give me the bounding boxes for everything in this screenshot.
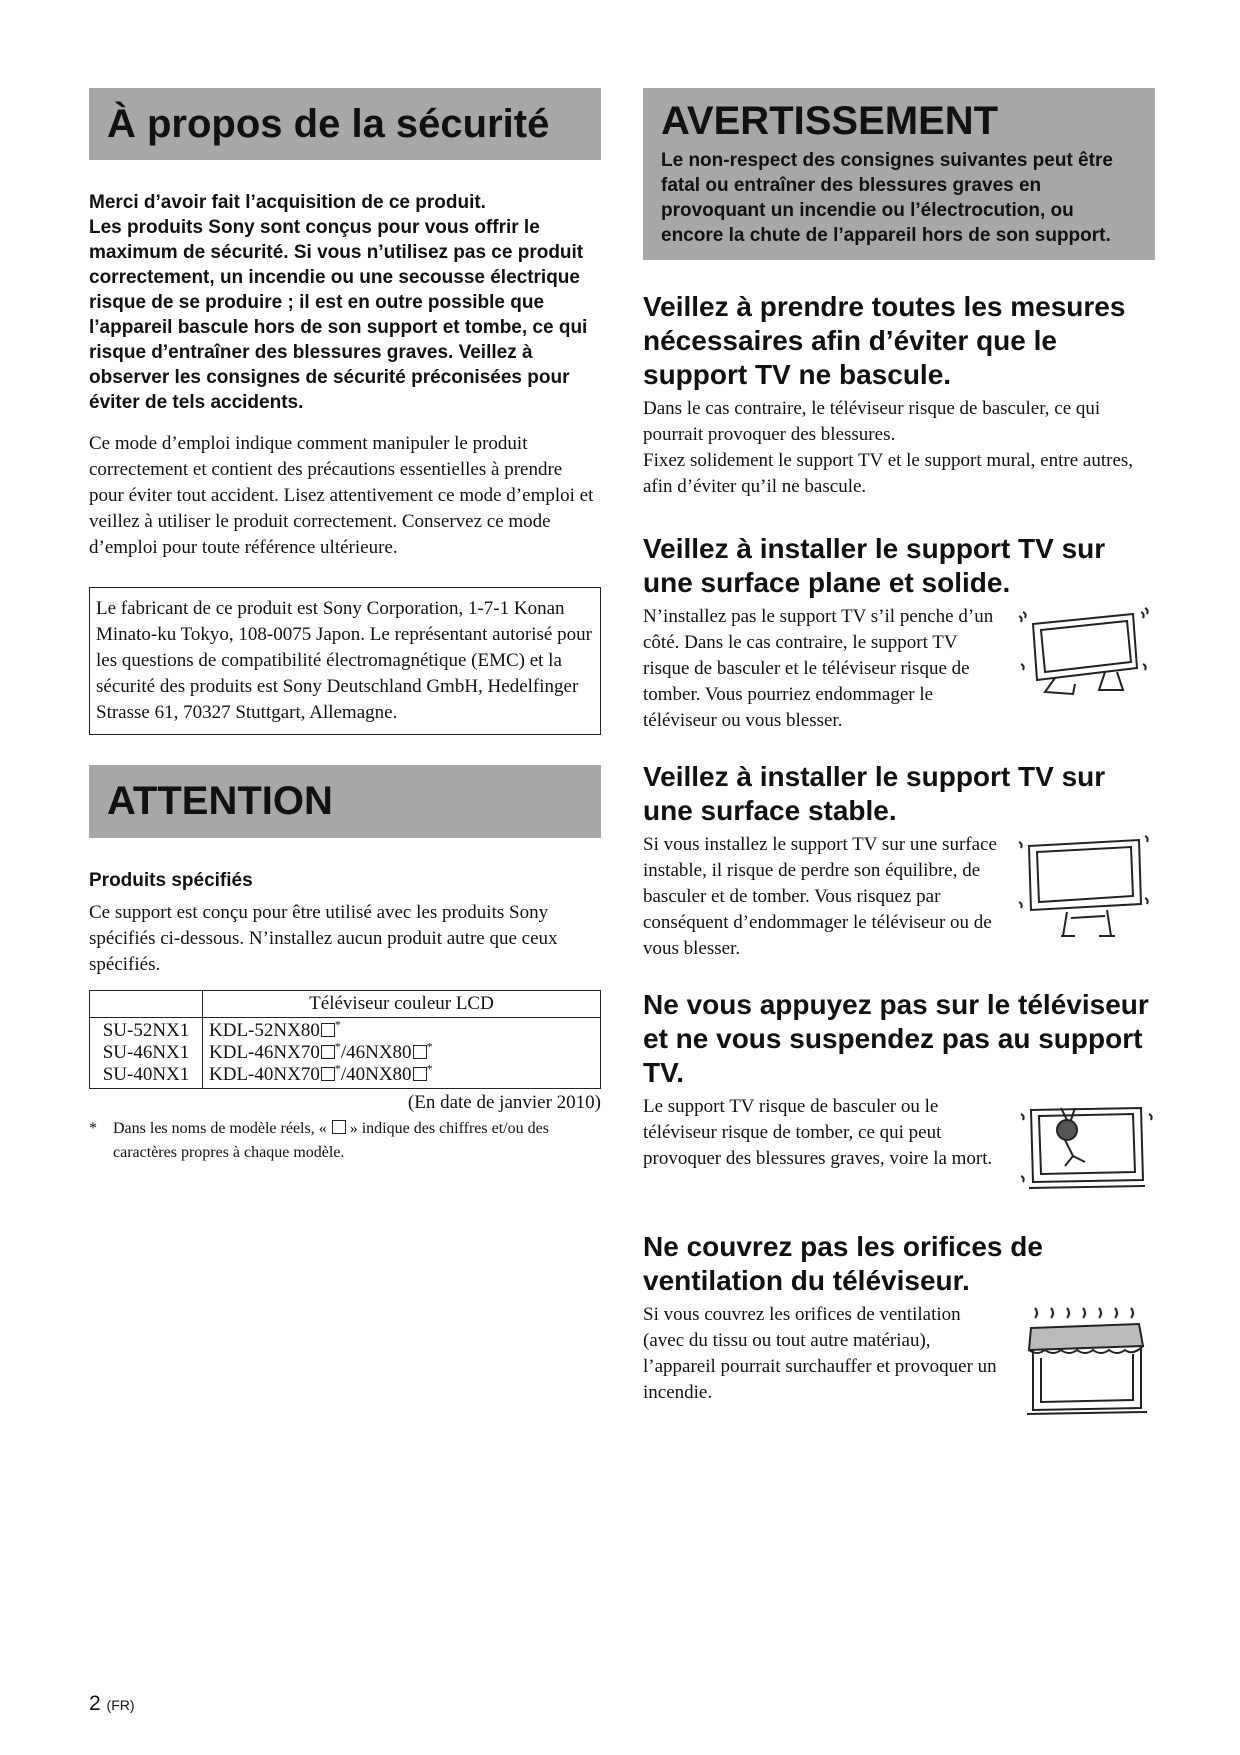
intro-text: Ce mode d’emploi indique comment manipuler le produit correctement et contient des précautions essentielles à prendre pour éviter tout accident. Lisez attentivement ce mode d’emploi et veillez à utiliser le produit correctement. Conservez ce mode d’emploi pour toute référence ultérieure. — [89, 433, 594, 558]
square-placeholder-icon — [332, 1120, 346, 1134]
section-title: Ne couvrez pas les orifices de ventilation du téléviseur. — [643, 1231, 1043, 1296]
page-number-value: 2 — [89, 1692, 101, 1715]
products-heading: Produits spécifiés — [89, 870, 253, 891]
tv-model-row — [209, 1039, 594, 1064]
tv-model: KDL-40NX70 — [209, 1064, 320, 1085]
child-hanging-on-tv-illustration-icon — [1015, 1094, 1155, 1204]
covered-vents-illustration-icon — [1015, 1302, 1155, 1422]
section-text: Dans le cas contraire, le téléviseur risque de basculer, ce qui pourrait provoquer des blessures. Fixez solidement le support TV et le support mural, entre autres, afin d’éviter qu’il ne bascule. — [643, 398, 1134, 497]
footnote-marker: * — [89, 1120, 97, 1137]
square-placeholder-icon — [321, 1023, 335, 1037]
page-number — [89, 1692, 135, 1716]
section-stable-surface — [643, 760, 1155, 962]
model-name: SU-46NX1 — [102, 1042, 190, 1063]
asterisk: * — [334, 1061, 341, 1076]
section-text: Si vous installez le support TV sur une surface instable, il risque de perdre son équilibre, de basculer et de tomber. Vous risquez par conséquent d’endommager le téléviseur ou de vous blesser. — [643, 834, 997, 959]
section-text: Le support TV risque de basculer ou le téléviseur risque de tomber, ce qui peut provoquer des blessures graves, voire la mort. — [643, 1096, 993, 1169]
square-placeholder-icon — [413, 1067, 427, 1081]
asterisk: * — [426, 1039, 433, 1054]
warning-title: AVERTISSEMENT — [661, 99, 999, 143]
asterisk: * — [426, 1061, 433, 1076]
intro-bold-text: Merci d’avoir fait l’acquisition de ce produit. Les produits Sony sont conçus pour vous offrir le maximum de sécurité. Si vous n’utilisez pas ce produit correctement, un incendie ou une secousse électrique risque de se produire ; il est en outre possible que l’appareil bascule hors de son support et tombe, ce qui risque d’entraîner des blessures graves. Veillez à observer les consignes de sécurité préconisées pour éviter de tels accidents. — [89, 192, 588, 413]
model-name: SU-40NX1 — [102, 1064, 190, 1085]
footnote-text-b: » indique des chiffres et/ou des caractères propres à chaque modèle. — [113, 1120, 549, 1161]
section-title: Ne vous appuyez pas sur le téléviseur et ne vous suspendez pas au support TV. — [643, 989, 1149, 1088]
table-corner-cell — [90, 991, 203, 1018]
products-text: Ce support est conçu pour être utilisé avec les produits Sony spécifiés ci-dessous. N’installez aucun produit autre que ceux spécifiés. — [89, 902, 558, 975]
products-table — [89, 990, 601, 1089]
section-title: Veillez à installer le support TV sur une surface stable. — [643, 761, 1106, 826]
safety-title-banner — [89, 88, 601, 160]
square-placeholder-icon — [321, 1067, 335, 1081]
attention-title: ATTENTION — [107, 779, 333, 823]
tv-model: /40NX80 — [340, 1064, 412, 1085]
right-column — [643, 88, 1155, 1422]
unstable-tv-illustration-icon — [1015, 832, 1155, 942]
tv-model: KDL-46NX70 — [209, 1042, 320, 1063]
asterisk: * — [334, 1039, 341, 1054]
square-placeholder-icon — [413, 1045, 427, 1059]
footnote — [89, 1117, 601, 1165]
model-cell — [90, 1018, 203, 1089]
section-title: Veillez à installer le support TV sur une surface plane et solide. — [643, 533, 1106, 598]
section-flat-surface — [643, 532, 1155, 734]
warning-box — [643, 88, 1155, 260]
manufacturer-info-box: Le fabricant de ce produit est Sony Corporation, 1-7-1 Konan Minato-ku Tokyo, 108-0075 Japon. Le représentant autorisé pour les questions de compatibilité électromagnétique (EMC) et la sécurité des produits est Sony Deutschland GmbH, Hedelfinger Strasse 61, 70327 Stuttgart, Allemagne. — [89, 587, 601, 735]
tv-model-row — [209, 1017, 594, 1042]
section-text: Si vous couvrez les orifices de ventilation (avec du tissu ou tout autre matériau), l’appareil pourrait surchauffer et provoquer un incendie. — [643, 1304, 997, 1403]
section-tip-over — [643, 290, 1155, 500]
footnote-text — [113, 1117, 601, 1165]
warning-text: Le non-respect des consignes suivantes peut être fatal ou entraîner des blessures graves en provoquant un incendie ou l’électrocution, ou encore la chute de l’appareil hors de son support. — [661, 150, 1113, 246]
tv-cell — [203, 1018, 601, 1089]
footnote-text-a: Dans les noms de modèle réels, « — [113, 1120, 327, 1137]
section-no-leaning — [643, 988, 1155, 1204]
attention-banner — [89, 765, 601, 838]
left-column — [89, 88, 601, 1165]
section-title: Veillez à prendre toutes les mesures nécessaires afin d’éviter que le support TV ne bascule. — [643, 291, 1126, 390]
tilted-tv-illustration-icon — [1015, 604, 1155, 704]
model-name: SU-52NX1 — [102, 1020, 190, 1041]
tv-model-row — [209, 1061, 594, 1086]
section-text: N’installez pas le support TV s’il penche d’un côté. Dans le cas contraire, le support TV risque de basculer et le téléviseur risque de tomber. Vous pourriez endommager le téléviseur ou vous blesser. — [643, 606, 994, 731]
tv-model: KDL-52NX80 — [209, 1020, 320, 1041]
section-ventilation — [643, 1230, 1155, 1422]
date-note: (En date de janvier 2010) — [407, 1092, 601, 1113]
tv-model: /46NX80 — [340, 1042, 412, 1063]
language-code: (FR) — [106, 1697, 135, 1713]
page-title: À propos de la sécurité — [107, 102, 550, 146]
square-placeholder-icon — [321, 1045, 335, 1059]
asterisk: * — [334, 1017, 341, 1032]
table-header: Téléviseur couleur LCD — [203, 991, 601, 1018]
